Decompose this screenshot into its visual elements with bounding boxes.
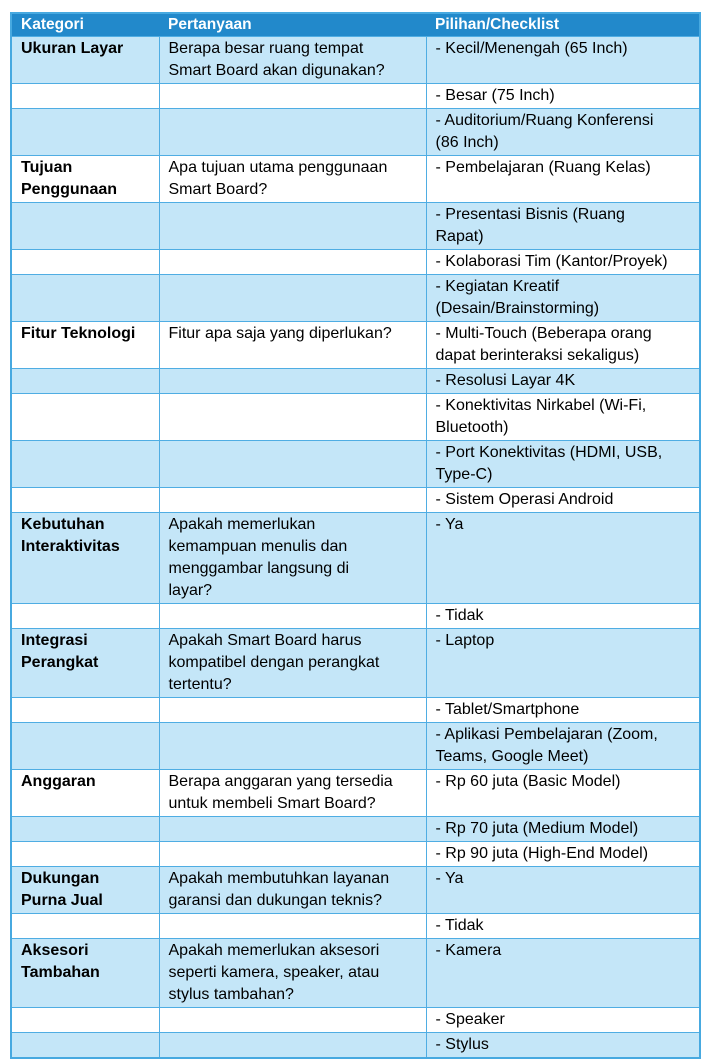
cell-kategori [11,441,159,488]
cell-kategori: Dukungan Purna Jual [11,867,159,914]
cell-pilihan: - Speaker [426,1008,700,1033]
table-row [11,394,700,441]
cell-pertanyaan [159,203,426,250]
cell-pertanyaan [159,604,426,629]
cell-pertanyaan [159,842,426,867]
cell-pertanyaan [159,109,426,156]
cell-pilihan: - Stylus [426,1033,700,1059]
cell-kategori: Ukuran Layar [11,37,159,84]
cell-pertanyaan [159,723,426,770]
cell-kategori [11,488,159,513]
cell-pertanyaan: Berapa besar ruang tempat Smart Board akan digunakan? [159,37,426,84]
cell-kategori [11,698,159,723]
cell-kategori [11,914,159,939]
column-header-pilihan-checklist: Pilihan/Checklist [426,13,700,37]
table-row [11,488,700,513]
cell-pertanyaan [159,369,426,394]
cell-pertanyaan [159,914,426,939]
cell-pilihan: - Resolusi Layar 4K [426,369,700,394]
cell-pilihan: - Kecil/Menengah (65 Inch) [426,37,700,84]
table-row [11,37,700,84]
cell-kategori [11,1033,159,1059]
cell-pilihan: - Sistem Operasi Android [426,488,700,513]
cell-pertanyaan [159,817,426,842]
cell-kategori: Integrasi Perangkat [11,629,159,698]
cell-pilihan: - Rp 70 juta (Medium Model) [426,817,700,842]
cell-pertanyaan [159,250,426,275]
table-row [11,723,700,770]
cell-pilihan: - Pembelajaran (Ruang Kelas) [426,156,700,203]
table-row [11,867,700,914]
cell-pertanyaan [159,698,426,723]
table-row [11,939,700,1008]
cell-pertanyaan: Apa tujuan utama penggunaan Smart Board? [159,156,426,203]
cell-pertanyaan [159,1033,426,1059]
cell-pertanyaan [159,84,426,109]
table-row [11,156,700,203]
cell-pilihan: - Besar (75 Inch) [426,84,700,109]
table-row [11,1033,700,1059]
table-row [11,914,700,939]
table-row [11,698,700,723]
cell-pilihan: - Tidak [426,914,700,939]
cell-pertanyaan: Fitur apa saja yang diperlukan? [159,322,426,369]
cell-pertanyaan: Apakah Smart Board harus kompatibel dengan perangkat tertentu? [159,629,426,698]
cell-pertanyaan: Apakah membutuhkan layanan garansi dan dukungan teknis? [159,867,426,914]
table-row [11,629,700,698]
cell-kategori [11,250,159,275]
cell-pertanyaan: Apakah memerlukan kemampuan menulis dan menggambar langsung di layar? [159,513,426,604]
cell-pilihan: - Konektivitas Nirkabel (Wi-Fi, Bluetooth) [426,394,700,441]
table-row [11,275,700,322]
cell-pilihan: - Multi-Touch (Beberapa orang dapat berinteraksi sekaligus) [426,322,700,369]
cell-pilihan: - Auditorium/Ruang Konferensi (86 Inch) [426,109,700,156]
column-header-pertanyaan: Pertanyaan [159,13,426,37]
table-body [11,37,700,1059]
cell-pertanyaan [159,441,426,488]
table-row [11,250,700,275]
table-row [11,842,700,867]
cell-pilihan: - Rp 90 juta (High-End Model) [426,842,700,867]
cell-kategori [11,394,159,441]
cell-pertanyaan [159,275,426,322]
table-row [11,513,700,604]
table-row [11,817,700,842]
table-row [11,604,700,629]
cell-kategori: Tujuan Penggunaan [11,156,159,203]
cell-pertanyaan: Berapa anggaran yang tersedia untuk membeli Smart Board? [159,770,426,817]
cell-kategori: Aksesori Tambahan [11,939,159,1008]
cell-pertanyaan [159,488,426,513]
cell-pilihan: - Kolaborasi Tim (Kantor/Proyek) [426,250,700,275]
cell-pilihan: - Kamera [426,939,700,1008]
table-row [11,1008,700,1033]
smartboard-checklist-table [10,12,701,1059]
table-row [11,84,700,109]
table-row [11,203,700,250]
cell-pilihan: - Ya [426,513,700,604]
cell-pilihan: - Aplikasi Pembelajaran (Zoom, Teams, Google Meet) [426,723,700,770]
cell-pertanyaan: Apakah memerlukan aksesori seperti kamera, speaker, atau stylus tambahan? [159,939,426,1008]
cell-pilihan: - Tidak [426,604,700,629]
cell-kategori: Fitur Teknologi [11,322,159,369]
cell-kategori [11,84,159,109]
table-row [11,441,700,488]
cell-kategori [11,723,159,770]
cell-pilihan: - Port Konektivitas (HDMI, USB, Type-C) [426,441,700,488]
document-page [10,12,701,1059]
cell-pilihan: - Presentasi Bisnis (Ruang Rapat) [426,203,700,250]
table-row [11,770,700,817]
cell-pertanyaan [159,394,426,441]
cell-kategori [11,1008,159,1033]
cell-pilihan: - Ya [426,867,700,914]
table-row [11,109,700,156]
column-header-kategori: Kategori [11,13,159,37]
cell-pilihan: - Kegiatan Kreatif (Desain/Brainstorming) [426,275,700,322]
cell-kategori [11,842,159,867]
cell-kategori [11,275,159,322]
table-row [11,369,700,394]
cell-kategori [11,604,159,629]
cell-kategori [11,109,159,156]
cell-kategori: Kebutuhan Interaktivitas [11,513,159,604]
header-row [11,13,700,37]
cell-pilihan: - Tablet/Smartphone [426,698,700,723]
cell-kategori [11,817,159,842]
cell-pilihan: - Laptop [426,629,700,698]
cell-pilihan: - Rp 60 juta (Basic Model) [426,770,700,817]
cell-kategori [11,369,159,394]
table-row [11,322,700,369]
cell-kategori: Anggaran [11,770,159,817]
cell-pertanyaan [159,1008,426,1033]
cell-kategori [11,203,159,250]
